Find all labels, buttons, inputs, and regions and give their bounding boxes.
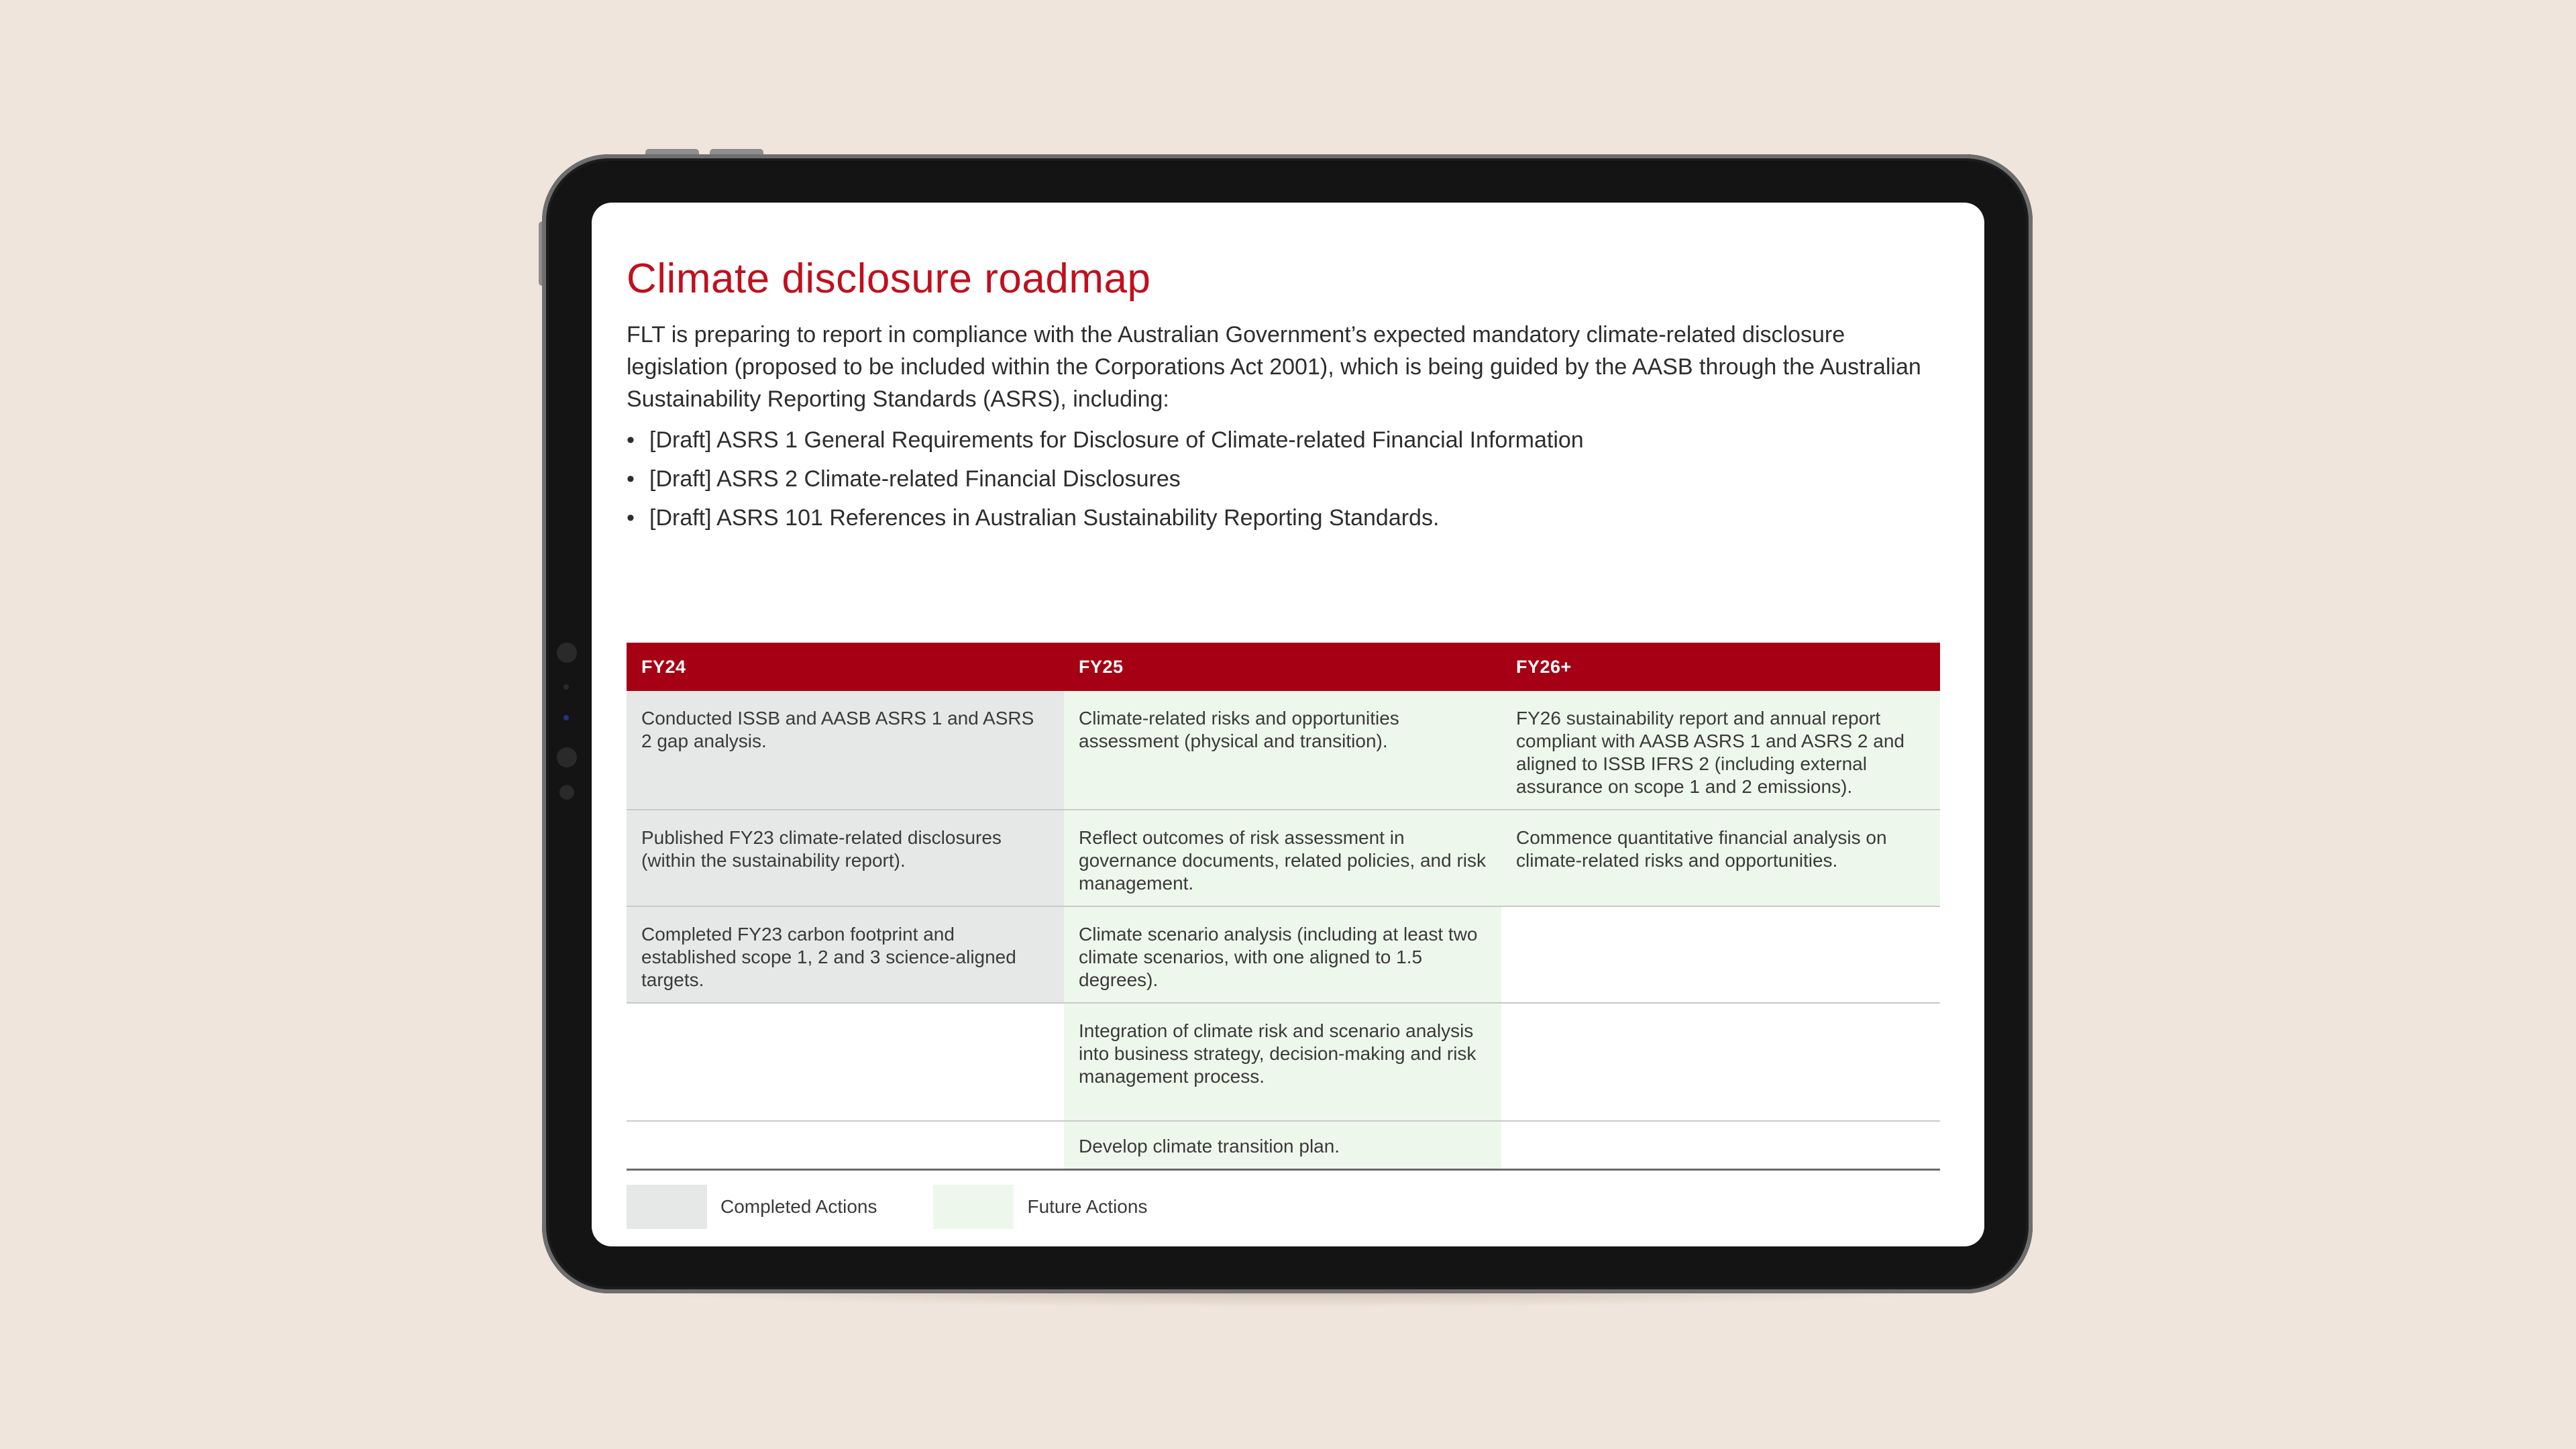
table-cell [1501, 1003, 1940, 1121]
table-cell: Integration of climate risk and scenario analysis into business strategy, decision-making and risk management process. [1064, 1003, 1501, 1121]
table-row [627, 810, 1940, 906]
sensor-dot [564, 684, 569, 690]
table-cell: Completed FY23 carbon footprint and established scope 1, 2 and 3 science-aligned targets. [627, 906, 1064, 1003]
legend [627, 1185, 1203, 1229]
table-row [627, 1003, 1940, 1121]
page-title: Climate disclosure roadmap [627, 256, 1151, 302]
intro-paragraph: FLT is preparing to report in compliance with the Australian Government’s expected mandatory climate-related disclosure legislation (proposed to be included within the Corporations Act 2001), which is being guided by the AASB through the Australian Sustainability Reporting Standards (ASRS), including: [627, 322, 1921, 412]
list-item: • [Draft] ASRS 101 References in Australian Sustainability Reporting Standards. [627, 498, 1940, 537]
table-cell [627, 1003, 1064, 1121]
column-header-fy26: FY26+ [1501, 643, 1940, 691]
legend-label-completed: Completed Actions [720, 1196, 877, 1217]
sensor-dot [557, 747, 577, 767]
camera-dot [557, 643, 577, 663]
table-cell [1501, 1121, 1940, 1169]
legend-label-future: Future Actions [1027, 1196, 1148, 1217]
table-cell [1501, 906, 1940, 1003]
column-header-fy25: FY25 [1064, 643, 1501, 691]
table-cell: Climate scenario analysis (including at least two climate scenarios, with one aligned to 1.5 degrees). [1064, 906, 1501, 1003]
table-cell: Conducted ISSB and AASB ASRS 1 and ASRS 2 gap analysis. [627, 691, 1064, 810]
standards-list [627, 421, 1940, 537]
list-item: • [Draft] ASRS 1 General Requirements for Disclosure of Climate-related Financial Information [627, 421, 1940, 460]
table-row [627, 691, 1940, 810]
table-cell: Published FY23 climate-related disclosures (within the sustainability report). [627, 810, 1064, 906]
tablet-screen [592, 203, 1984, 1246]
legend-swatch-completed [627, 1185, 707, 1229]
table-cell: Develop climate transition plan. [1064, 1121, 1501, 1169]
column-header-fy24: FY24 [627, 643, 1064, 691]
table-cell [627, 1121, 1064, 1169]
table-cell: Reflect outcomes of risk assessment in governance documents, related policies, and risk management. [1064, 810, 1501, 906]
table-header-row [627, 643, 1940, 691]
sensor-dot [564, 715, 569, 720]
legend-swatch-future [933, 1185, 1014, 1229]
table-cell: FY26 sustainability report and annual report compliant with AASB ASRS 1 and ASRS 2 and aligned to ISSB IFRS 2 (including external assurance on scope 1 and 2 emissions). [1501, 691, 1940, 810]
table-row [627, 906, 1940, 1003]
list-item: • [Draft] ASRS 2 Climate-related Financial Disclosures [627, 460, 1940, 498]
sensor-dot [559, 785, 574, 800]
table-row [627, 1121, 1940, 1169]
document-content [627, 255, 1940, 1217]
roadmap-table [627, 643, 1940, 1171]
table-cell: Climate-related risks and opportunities assessment (physical and transition). [1064, 691, 1501, 810]
table-cell: Commence quantitative financial analysis on climate-related risks and opportunities. [1501, 810, 1940, 906]
